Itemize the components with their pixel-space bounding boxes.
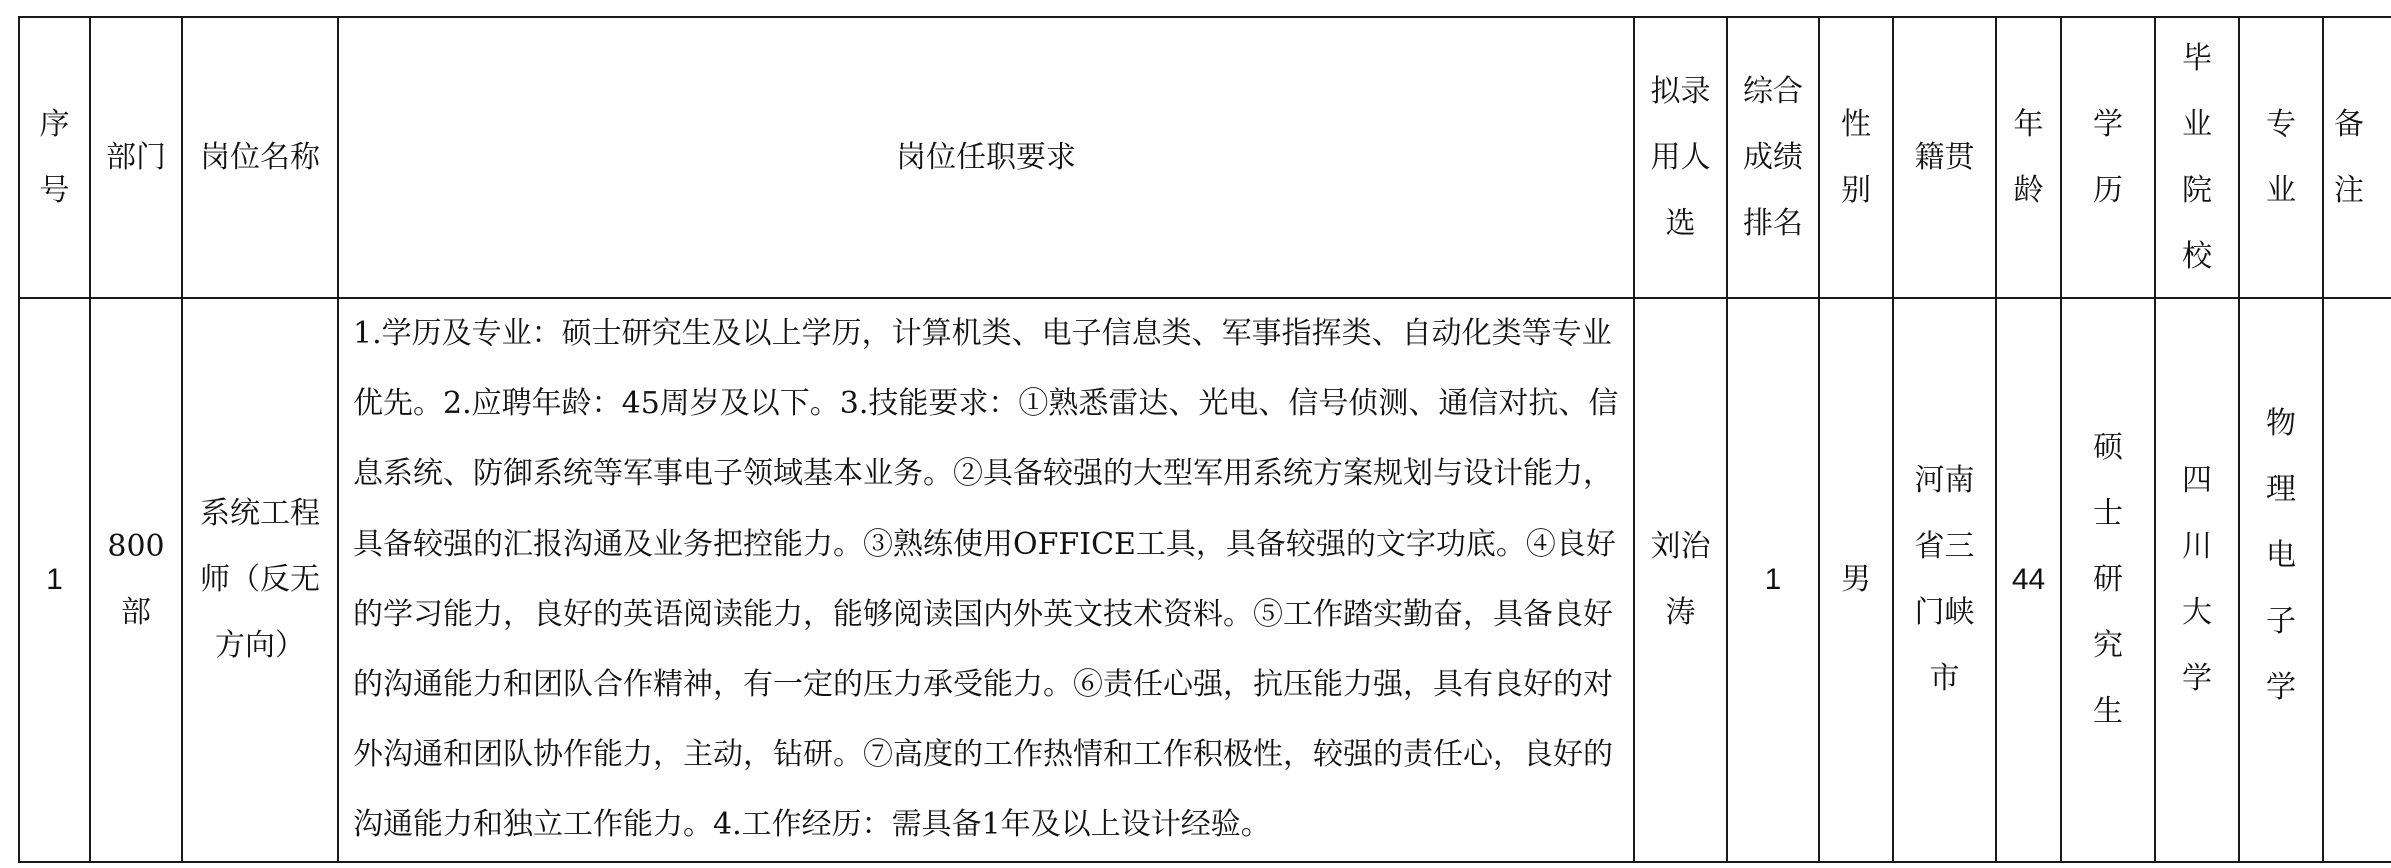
cell-education: 硕士研究生 [2061,298,2155,862]
header-age: 年龄 [1996,17,2061,298]
recruitment-table [18,16,2391,863]
header-rank: 综合成绩排名 [1727,17,1819,298]
header-seq: 序号 [19,17,90,298]
cell-candidate: 刘治涛 [1634,298,1727,862]
table-row [19,298,2391,862]
cell-requirements: 1.学历及专业：硕士研究生及以上学历，计算机类、电子信息类、军事指挥类、自动化类等专业优先。2.应聘年龄：45周岁及以下。3.技能要求：①熟悉雷达、光电、信号侦测、通信对抗、信息系统、防御系统等军事电子领域基本业务。②具备较强的大型军用系统方案规划与设计能力，具备较强的汇报沟通及业务把控能力。③熟练使用OFFICE工具，具备较强的文字功底。④良好的学习能力，良好的英语阅读能力，能够阅读国内外英文技术资料。⑤工作踏实勤奋，具备良好的沟通能力和团队合作精神，有一定的压力承受能力。⑥责任心强，抗压能力强，具有良好的对外沟通和团队协作能力，主动，钻研。⑦高度的工作热情和工作积极性，较强的责任心，良好的沟通能力和独立工作能力。4.工作经历：需具备1年及以上设计经验。 [338,298,1634,862]
cell-remark [2323,298,2391,862]
header-education: 学历 [2061,17,2155,298]
cell-gender: 男 [1819,298,1893,862]
header-remark: 备注 [2323,17,2391,298]
cell-seq: 1 [19,298,90,862]
cell-origin: 河南省三门峡市 [1893,298,1996,862]
header-position: 岗位名称 [182,17,338,298]
cell-rank: 1 [1727,298,1819,862]
header-gender: 性别 [1819,17,1893,298]
cell-position: 系统工程师（反无方向） [182,298,338,862]
header-dept: 部门 [90,17,182,298]
header-requirements: 岗位任职要求 [338,17,1634,298]
cell-age: 44 [1996,298,2061,862]
header-row [19,17,2391,298]
cell-major: 物理电子学 [2239,298,2323,862]
header-school: 毕业院校 [2155,17,2239,298]
cell-school: 四川大学 [2155,298,2239,862]
header-candidate: 拟录用人选 [1634,17,1727,298]
header-origin: 籍贯 [1893,17,1996,298]
header-major: 专业 [2239,17,2323,298]
cell-dept: 800部 [90,298,182,862]
